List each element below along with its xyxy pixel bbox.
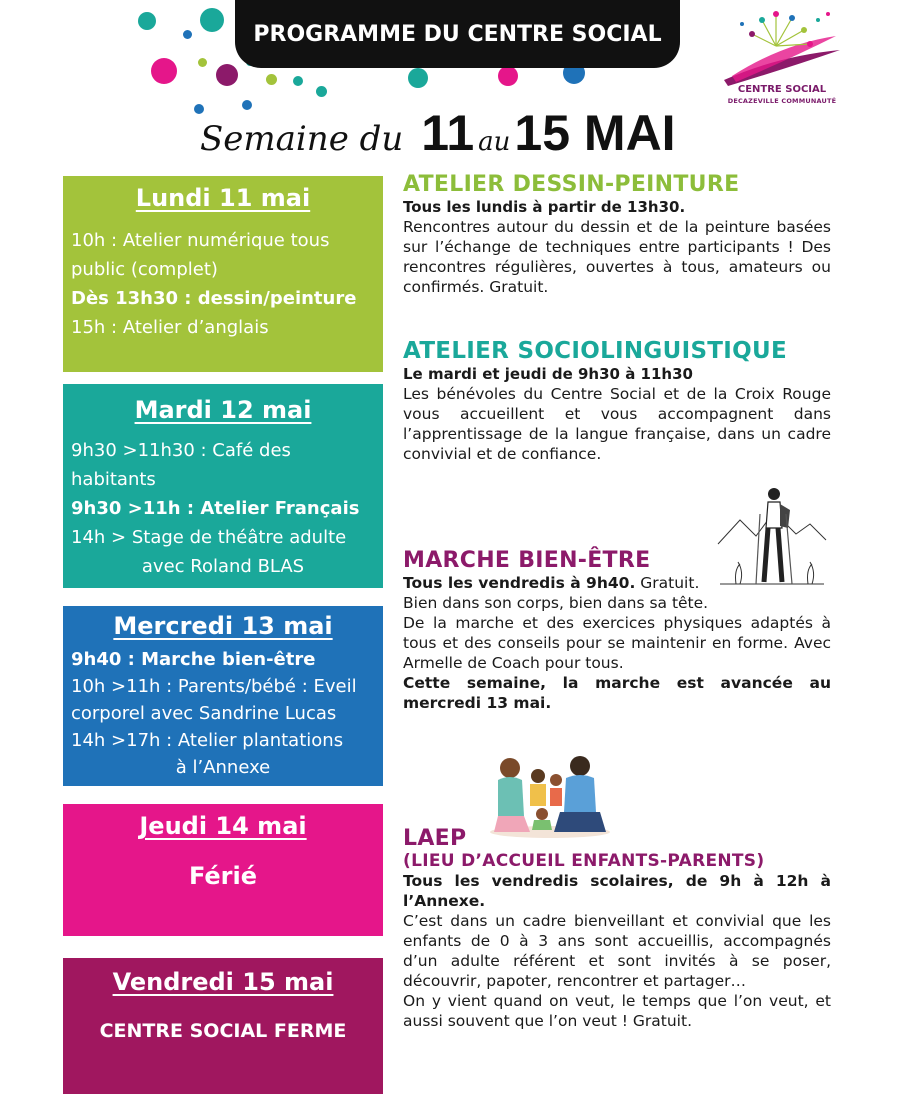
decor-dot	[138, 12, 156, 30]
centre-social-logo	[718, 6, 846, 106]
schedule-line: corporel avec Sandrine Lucas	[71, 703, 337, 724]
section-laep	[403, 826, 831, 1031]
semaine-label: Semaine du	[200, 119, 404, 159]
schedule-line: à l’Annexe	[175, 757, 271, 778]
day-box-lundi	[63, 176, 383, 372]
day-box-mercredi	[63, 606, 383, 786]
section-note: Cette semaine, la marche est avancée au mercredi 13 mai.	[403, 674, 831, 712]
logo-burst-icon	[718, 6, 846, 86]
section-text: Les bénévoles du Centre Social et de la Croix Rouge vous accueillent et vous accompagnent dans l’apprentissage de la langue française, dans un cadre convivial et de confiance.	[403, 385, 831, 463]
decor-dot	[498, 66, 518, 86]
day-title: Mardi 12 mai	[134, 396, 312, 424]
decor-dot	[183, 30, 192, 39]
section-title: ATELIER DESSIN-PEINTURE	[403, 172, 740, 197]
decor-dot	[408, 68, 428, 88]
day-start: 11	[421, 105, 475, 161]
section-socio	[403, 338, 831, 464]
day-box-mardi	[63, 384, 383, 588]
schedule-line: 10h >11h : Parents/bébé : Eveil	[71, 676, 357, 697]
decor-dot	[198, 58, 207, 67]
schedule-line: CENTRE SOCIAL FERME	[99, 1020, 347, 1042]
schedule-line: 9h40 : Marche bien-être	[71, 649, 316, 670]
schedule-line: Férié	[188, 862, 258, 890]
section-title: MARCHE BIEN-ÊTRE	[403, 548, 651, 573]
schedule-line: 14h > Stage de théâtre adulte	[71, 527, 347, 548]
section-sub: Tous les vendredis à 9h40.	[403, 574, 636, 592]
decor-dot	[151, 58, 177, 84]
section-sub-after: Gratuit.	[635, 574, 700, 592]
schedule-line: 10h : Atelier numérique tous	[71, 230, 330, 251]
header-banner	[235, 0, 680, 68]
section-sub: Tous les vendredis scolaires, de 9h à 12h à l’Annexe.	[403, 872, 831, 910]
au-label: au	[478, 127, 511, 157]
day-title: Vendredi 15 mai	[112, 968, 334, 996]
section-text: Bien dans son corps, bien dans sa tête.	[403, 594, 709, 612]
decor-dot	[200, 8, 224, 32]
day-box-vendredi	[63, 958, 383, 1094]
section-marche	[403, 548, 831, 713]
day-title: Mercredi 13 mai	[113, 612, 333, 640]
schedule-line: 9h30 >11h : Atelier Français	[71, 498, 360, 519]
decor-dot	[266, 74, 277, 85]
section-text: C’est dans un cadre bienveillant et convivial que les enfants de 0 à 3 ans sont accueillis, accompagnés d’un adulte référent et sont invités à se poser, découvrir, papoter, rencontrer et partager…	[403, 912, 831, 990]
section-text: Rencontres autour du dessin et de la peinture basées sur l’échange de techniques entre participants ! Des rencontres régulières, ouvertes à tous, amateurs ou confirmés. Gratuit.	[403, 218, 831, 296]
week-headline	[200, 104, 676, 164]
schedule-line: 9h30 >11h30 : Café des habitants	[71, 440, 291, 490]
schedule-line: avec Roland BLAS	[141, 556, 305, 577]
decor-dot	[293, 76, 303, 86]
decor-dot	[216, 64, 238, 86]
day-box-jeudi	[63, 804, 383, 936]
banner-title: PROGRAMME DU CENTRE SOCIAL	[253, 21, 662, 47]
schedule-line: 15h : Atelier d’anglais	[71, 317, 269, 338]
day-title: Jeudi 14 mai	[139, 812, 307, 840]
logo-line1: CENTRE SOCIAL	[737, 84, 827, 95]
section-subtitle: (LIEU D’ACCUEIL ENFANTS-PARENTS)	[403, 851, 765, 871]
section-text: On y vient quand on veut, le temps que l’on veut, et aussi souvent que l’on veut ! Gratuit.	[403, 992, 831, 1030]
section-dessin	[403, 172, 831, 297]
section-text: De la marche et des exercices physiques adaptés à tous et des conseils pour se maintenir en forme. Avec Armelle de Coach pour tous.	[403, 614, 831, 672]
schedule-line: public (complet)	[71, 259, 218, 280]
schedule-line: 14h >17h : Atelier plantations	[71, 730, 344, 751]
day-end: 15 MAI	[514, 105, 676, 161]
decor-dot	[316, 86, 327, 97]
day-title: Lundi 11 mai	[135, 184, 311, 212]
section-sub: Tous les lundis à partir de 13h30.	[403, 198, 686, 216]
schedule-line: Dès 13h30 : dessin/peinture	[71, 288, 357, 309]
logo-line2: DECAZEVILLE COMMUNAUTÉ	[727, 97, 837, 105]
section-title: LAEP	[403, 826, 467, 851]
section-title: ATELIER SOCIOLINGUISTIQUE	[403, 338, 787, 364]
section-sub: Le mardi et jeudi de 9h30 à 11h30	[403, 365, 693, 383]
